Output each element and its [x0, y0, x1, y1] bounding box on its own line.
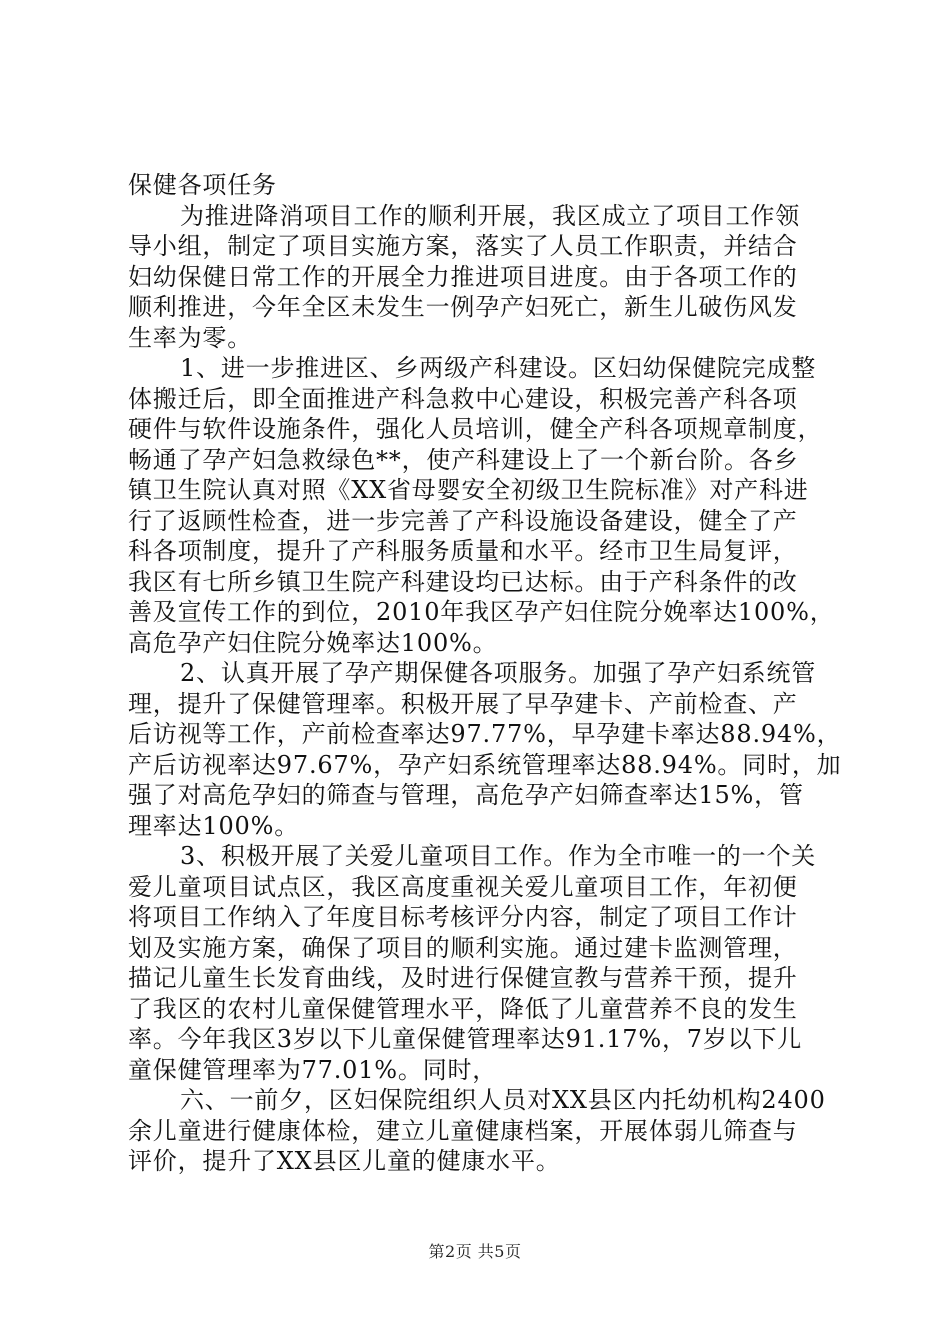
text-line: 后访视等工作，产前检查率达97.77%，早孕建卡率达88.94%，	[128, 720, 842, 748]
text-line: 余儿童进行健康体检，建立儿童健康档案，开展体弱儿筛查与	[128, 1116, 798, 1145]
text-line: 镇卫生院认真对照《XX省母婴安全初级卫生院标准》对产科进	[128, 476, 809, 504]
text-line: 善及宣传工作的到位，2010年我区孕产妇住院分娩率达100%，	[128, 598, 835, 626]
text-line: 强了对高危孕妇的筛查与管理，高危孕产妇筛查率达15%，管	[128, 781, 804, 809]
text-line: 科各项制度，提升了产科服务质量和水平。经市卫生局复评，	[128, 537, 798, 565]
text-line: 行了返顾性检查，进一步完善了产科设施设备建设，健全了产	[128, 506, 798, 535]
text-line: 产后访视率达97.67%，孕产妇系统管理率达88.94%。同时，加	[128, 750, 842, 779]
text-line: 体搬迁后，即全面推进产科急救中心建设，积极完善产科各项	[128, 384, 798, 413]
text-line: 评价，提升了XX县区儿童的健康水平。	[128, 1147, 561, 1175]
text-line: 六、一前夕，区妇保院组织人员对XX县区内托幼机构2400	[180, 1086, 826, 1114]
text-line: 划及实施方案，确保了项目的顺利实施。通过建卡监测管理，	[128, 933, 798, 962]
paragraph-item-3	[128, 841, 834, 1085]
text-line: 我区有七所乡镇卫生院产科建设均已达标。由于产科条件的改	[128, 567, 798, 596]
text-line: 为推进降消项目工作的顺利开展，我区成立了项目工作领	[180, 201, 800, 230]
text-line: 2、认真开展了孕产期保健各项服务。加强了孕产妇系统管	[180, 659, 817, 687]
text-line: 将项目工作纳入了年度目标考核评分内容，制定了项目工作计	[128, 903, 798, 931]
text-line: 童保健管理率为77.01%。同时，	[128, 1055, 498, 1084]
section-heading: 保健各项任务	[128, 171, 277, 199]
text-line: 顺利推进，今年全区未发生一例孕产妇死亡，新生儿破伤风发	[128, 293, 798, 321]
text-line: 导小组，制定了项目实施方案，落实了人员工作职责，并结合	[128, 232, 798, 260]
text-line: 理率达100%。	[128, 811, 300, 840]
paragraph-item-2	[128, 658, 842, 841]
text-line: 3、积极开展了关爱儿童项目工作。作为全市唯一的一个关	[180, 842, 817, 870]
text-line: 1、进一步推进区、乡两级产科建设。区妇幼保健院完成整	[180, 354, 817, 382]
text-line: 了我区的农村儿童保健管理水平，降低了儿童营养不良的发生	[128, 994, 798, 1023]
text-line: 描记儿童生长发育曲线，及时进行保健宣教与营养干预，提升	[128, 964, 798, 992]
paragraph-intro	[128, 201, 834, 354]
text-line: 率。今年我区3岁以下儿童保健管理率达91.17%，7岁以下儿	[128, 1025, 803, 1053]
paragraph-item-1	[128, 353, 834, 658]
page-number-footer: 第2页 共5页	[428, 1242, 522, 1261]
text-line: 畅通了孕产妇急救绿色**，使产科建设上了一个新台阶。各乡	[128, 445, 799, 474]
paragraph-children-day	[128, 1085, 834, 1177]
text-line: 理，提升了保健管理率。积极开展了早孕建卡、产前检查、产	[128, 689, 798, 718]
document-body	[128, 170, 842, 1177]
text-line: 爱儿童项目试点区，我区高度重视关爱儿童项目工作，年初便	[128, 872, 798, 901]
text-line: 硬件与软件设施条件，强化人员培训，健全产科各项规章制度，	[128, 415, 823, 443]
text-line: 妇幼保健日常工作的开展全力推进项目进度。由于各项工作的	[128, 262, 798, 291]
text-line: 高危孕产妇住院分娩率达100%。	[128, 628, 498, 657]
text-line: 生率为零。	[128, 323, 252, 352]
